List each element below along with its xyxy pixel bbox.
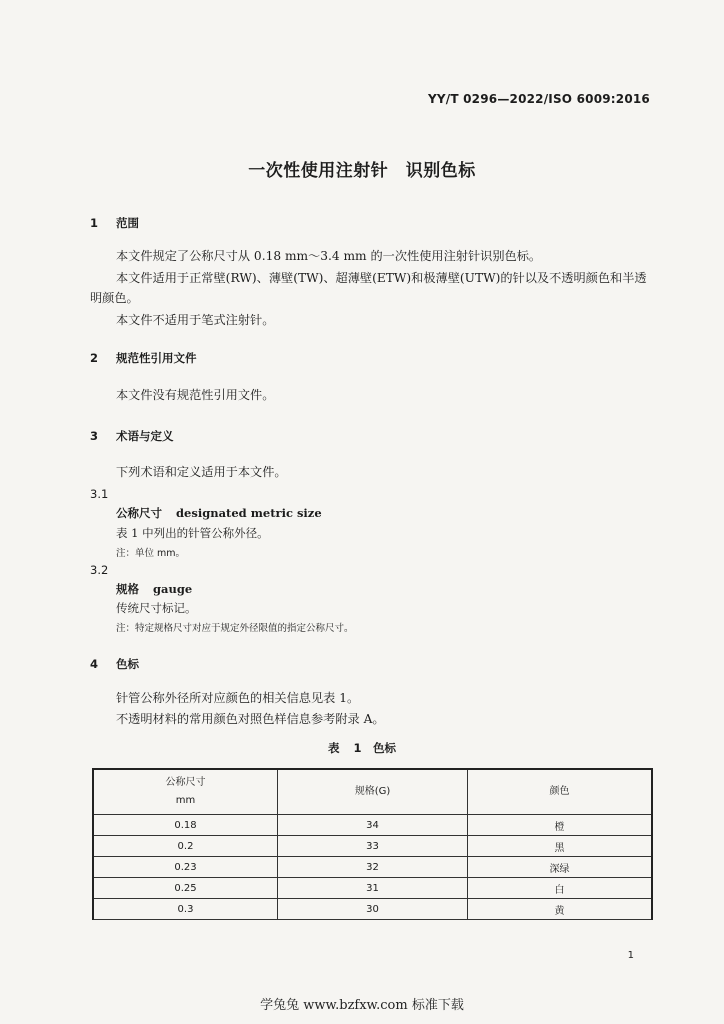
table-row	[93, 815, 652, 836]
term-definition: 表 1 中列出的针管公称外径。	[116, 526, 269, 540]
term-entry	[116, 505, 322, 521]
watermark-footer: 学兔兔 www.bzfxw.com 标准下载	[260, 998, 464, 1013]
cell-gauge: 34	[277, 815, 467, 836]
document-title: 一次性使用注射针 识别色标	[248, 161, 476, 181]
cell-gauge: 30	[277, 899, 467, 920]
section-number: 3	[90, 429, 99, 443]
term-chinese: 公称尺寸	[116, 506, 162, 520]
cell-size: 0.18	[93, 815, 277, 836]
term-number: 3.1	[90, 487, 109, 501]
page-number: 1	[627, 950, 634, 961]
section-2-heading	[90, 350, 197, 366]
paragraph: 针管公称外径所对应颜色的相关信息见表 1。	[116, 691, 360, 705]
cell-size: 0.25	[93, 878, 277, 899]
section-1-heading	[90, 215, 139, 231]
table-row	[93, 899, 652, 920]
cell-gauge: 32	[277, 857, 467, 878]
standard-number: YY/T 0296—2022/ISO 6009:2016	[428, 92, 650, 106]
term-note: 注：单位 mm。	[116, 548, 186, 559]
cell-color: 黄	[468, 899, 652, 920]
cell-size: 0.3	[93, 899, 277, 920]
cell-color: 白	[468, 878, 652, 899]
section-title: 规范性引用文件	[116, 351, 197, 365]
table-caption: 表 1 色标	[327, 741, 396, 755]
term-english: gauge	[153, 582, 193, 596]
cell-size: 0.2	[93, 836, 277, 857]
term-definition: 传统尺寸标记。	[116, 601, 197, 615]
paragraph: 本文件不适用于笔式注射针。	[116, 313, 275, 327]
cell-color: 深绿	[468, 857, 652, 878]
cell-gauge: 31	[277, 878, 467, 899]
paragraph: 不透明材料的常用颜色对照色样信息参考附录 A。	[116, 712, 385, 726]
term-entry	[116, 581, 192, 597]
term-chinese: 规格	[116, 582, 139, 596]
section-4-heading	[90, 656, 139, 672]
paragraph: 本文件规定了公称尺寸从 0.18 mm～3.4 mm 的一次性使用注射针识别色标。	[116, 249, 542, 263]
cell-color: 橙	[468, 815, 652, 836]
section-title: 范围	[116, 216, 139, 230]
header-gauge: 规格(G)	[277, 769, 467, 815]
term-note: 注：特定规格尺寸对应于规定外径限值的指定公称尺寸。	[116, 623, 354, 634]
table-row	[93, 857, 652, 878]
term-english: designated metric size	[176, 506, 322, 520]
section-number: 4	[90, 657, 99, 671]
paragraph: 下列术语和定义适用于本文件。	[116, 465, 287, 479]
color-code-table	[92, 768, 653, 920]
section-number: 2	[90, 351, 99, 365]
header-color: 颜色	[468, 769, 652, 815]
table-row	[93, 878, 652, 899]
section-title: 色标	[116, 657, 139, 671]
paragraph: 本文件适用于正常壁(RW)、薄壁(TW)、超薄壁(ETW)和极薄壁(UTW)的针以及不透明颜色和半透明颜色。	[90, 271, 647, 305]
section-3-heading	[90, 428, 174, 444]
term-number: 3.2	[90, 563, 109, 577]
header-designated-size	[93, 769, 277, 815]
cell-size: 0.23	[93, 857, 277, 878]
cell-color: 黑	[468, 836, 652, 857]
table-header-row	[93, 769, 652, 815]
header-size-unit: mm	[175, 795, 196, 806]
table-row	[93, 836, 652, 857]
header-size-label: 公称尺寸	[165, 777, 206, 788]
section-title: 术语与定义	[116, 429, 174, 443]
cell-gauge: 33	[277, 836, 467, 857]
section-number: 1	[90, 216, 99, 230]
paragraph: 本文件没有规范性引用文件。	[116, 388, 275, 402]
